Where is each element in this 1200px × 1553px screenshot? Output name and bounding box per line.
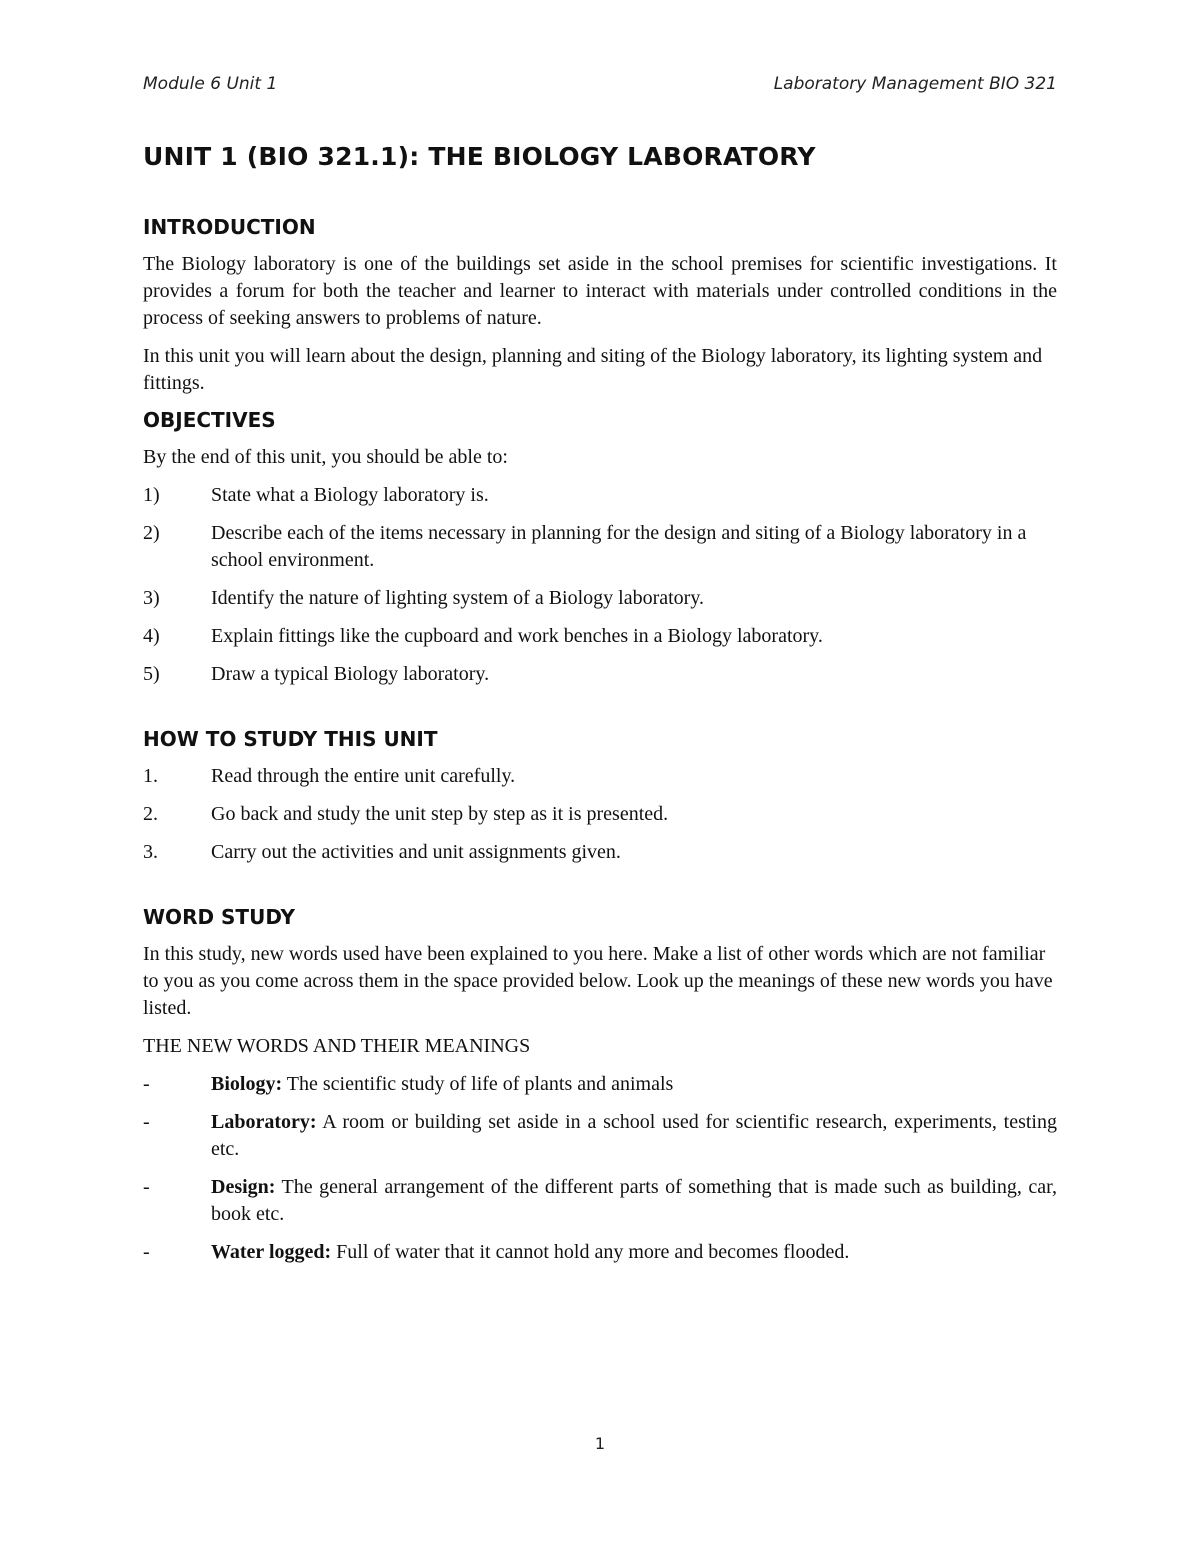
section-spacer bbox=[143, 877, 1057, 905]
objective-text: Draw a typical Biology laboratory. bbox=[211, 663, 490, 685]
glossary-item bbox=[143, 1071, 1057, 1098]
section-spacer bbox=[143, 699, 1057, 727]
glossary-bullet: - bbox=[143, 1241, 150, 1263]
objective-number: 4) bbox=[143, 625, 160, 647]
glossary-term: Water logged: bbox=[211, 1241, 332, 1263]
study-step-number: 2. bbox=[143, 803, 158, 825]
glossary-bullet: - bbox=[143, 1111, 150, 1133]
new-words-subheading: THE NEW WORDS AND THEIR MEANINGS bbox=[143, 1035, 531, 1057]
glossary-term: Design: bbox=[211, 1176, 276, 1198]
objective-number: 1) bbox=[143, 484, 160, 506]
glossary-bullet: - bbox=[143, 1073, 150, 1095]
objective-text: Describe each of the items necessary in planning for the design and siting of a Biology laboratory in a school environment. bbox=[211, 522, 1027, 571]
study-step-item bbox=[143, 763, 1057, 790]
introduction-paragraph-2: In this unit you will learn about the design, planning and siting of the Biology laboratory, its lighting system and fittings. bbox=[143, 345, 1043, 394]
objective-number: 5) bbox=[143, 663, 160, 685]
glossary-term: Laboratory: bbox=[211, 1111, 317, 1133]
glossary-item bbox=[143, 1109, 1057, 1163]
objective-text: State what a Biology laboratory is. bbox=[211, 484, 489, 506]
objective-item bbox=[143, 482, 1057, 509]
glossary-item bbox=[143, 1174, 1057, 1228]
introduction-heading: INTRODUCTION bbox=[143, 215, 316, 239]
word-study-heading: WORD STUDY bbox=[143, 905, 295, 929]
objective-number: 3) bbox=[143, 587, 160, 609]
glossary-entry bbox=[211, 1239, 1057, 1266]
study-step-item bbox=[143, 839, 1057, 866]
glossary-entry bbox=[211, 1174, 1057, 1228]
glossary-definition: Full of water that it cannot hold any more and becomes flooded. bbox=[331, 1241, 850, 1263]
objective-text: Identify the nature of lighting system of a Biology laboratory. bbox=[211, 587, 705, 609]
glossary-item bbox=[143, 1239, 1057, 1266]
objectives-heading: OBJECTIVES bbox=[143, 408, 276, 432]
glossary-bullet: - bbox=[143, 1176, 150, 1198]
study-step-text: Carry out the activities and unit assignments given. bbox=[211, 841, 621, 863]
unit-title: UNIT 1 (BIO 321.1): THE BIOLOGY LABORATORY bbox=[143, 142, 816, 171]
study-step-text: Go back and study the unit step by step as it is presented. bbox=[211, 803, 669, 825]
glossary-definition: The general arrangement of the different parts of something that is made such as building, car, book etc. bbox=[211, 1176, 1057, 1225]
glossary-definition: A room or building set aside in a school used for scientific research, experiments, testing etc. bbox=[211, 1111, 1057, 1160]
objective-number: 2) bbox=[143, 522, 160, 544]
study-step-number: 1. bbox=[143, 765, 158, 787]
study-step-number: 3. bbox=[143, 841, 158, 863]
glossary-entry bbox=[211, 1071, 1057, 1098]
glossary-definition: The scientific study of life of plants and animals bbox=[282, 1073, 674, 1095]
objective-item bbox=[143, 520, 1057, 574]
running-header-right: Laboratory Management BIO 321 bbox=[773, 74, 1057, 94]
how-to-study-heading: HOW TO STUDY THIS UNIT bbox=[143, 727, 438, 751]
objective-item bbox=[143, 585, 1057, 612]
word-study-paragraph: In this study, new words used have been explained to you here. Make a list of other words which are not familiar to you as you come across them in the space provided below. Look up the meanings of these new words you have listed. bbox=[143, 943, 1053, 1019]
page-content bbox=[143, 142, 1057, 1277]
running-header-left: Module 6 Unit 1 bbox=[143, 74, 278, 94]
study-step-item bbox=[143, 801, 1057, 828]
objective-text: Explain fittings like the cupboard and work benches in a Biology laboratory. bbox=[211, 625, 823, 647]
objectives-lead: By the end of this unit, you should be able to: bbox=[143, 446, 508, 468]
objective-item bbox=[143, 623, 1057, 650]
introduction-paragraph-1: The Biology laboratory is one of the buildings set aside in the school premises for scientific investigations. It provides a forum for both the teacher and learner to interact with materials under controlled conditions in the process of seeking answers to problems of nature. bbox=[143, 253, 1057, 329]
glossary-term: Biology: bbox=[211, 1073, 283, 1095]
glossary-entry bbox=[211, 1109, 1057, 1163]
study-step-text: Read through the entire unit carefully. bbox=[211, 765, 516, 787]
objective-item bbox=[143, 661, 1057, 688]
page-number: 1 bbox=[594, 1434, 606, 1453]
